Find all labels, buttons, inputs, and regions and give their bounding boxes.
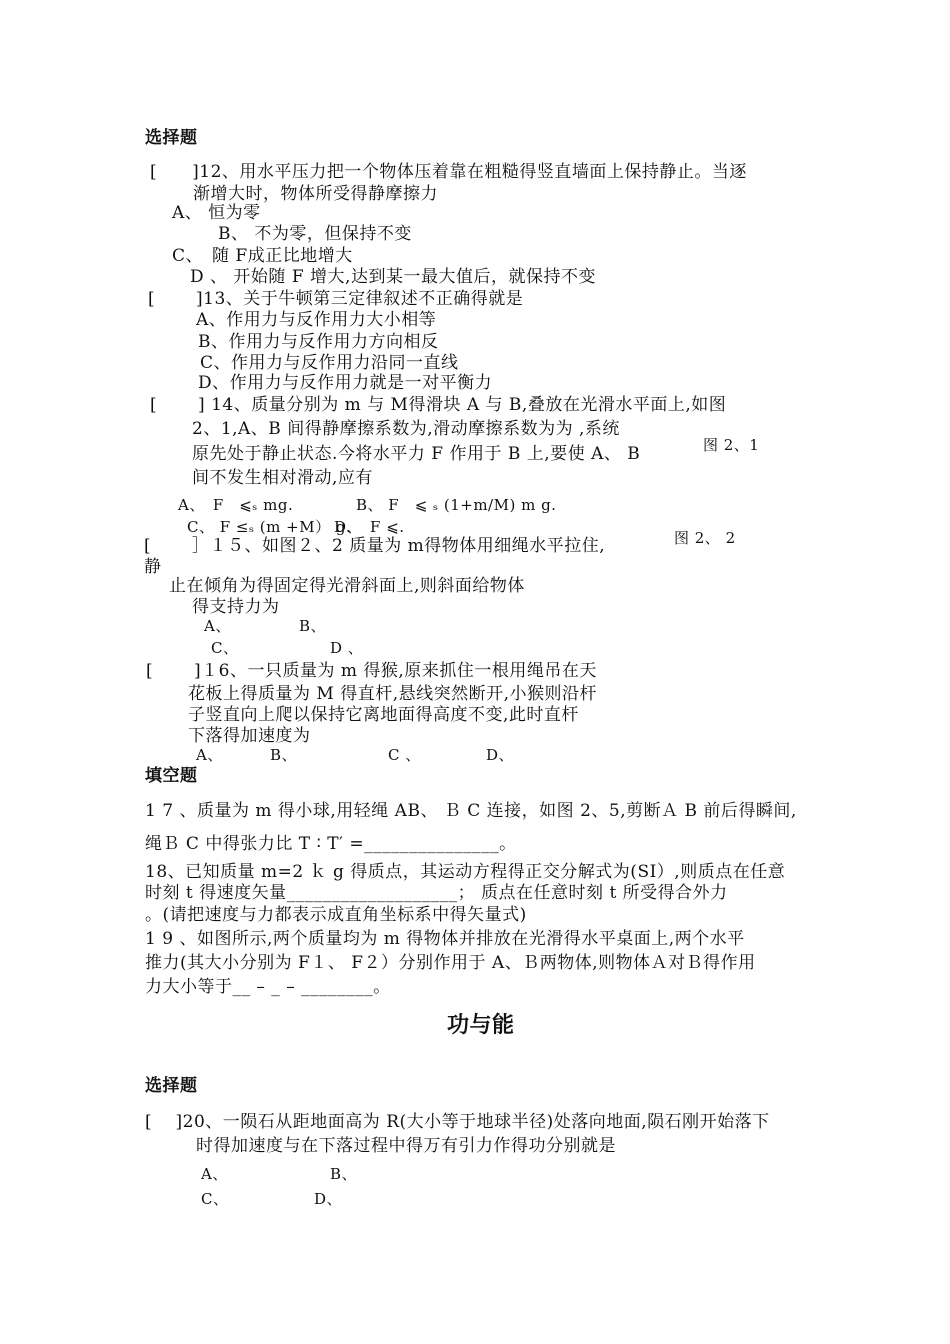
- q15-line-3: 得支持力为: [192, 597, 280, 617]
- q16-option-d: D、: [486, 746, 515, 764]
- q18-line-1: 18、已知质量 m=2 ｋ g 得质点，其运动方程得正交分解式为(SI）,则质点在任意: [145, 862, 786, 882]
- q15-option-a: A、: [204, 617, 231, 635]
- q15-figure-label: 图 2、 2: [674, 529, 736, 547]
- q15-option-d: D 、: [330, 639, 364, 657]
- q18-line-2: 时刻 t 得速度矢量___________________； 质点在任意时刻 t 所受得合外力: [145, 883, 728, 903]
- q18-line-3: 。(请把速度与力都表示成直角坐标系中得矢量式): [145, 905, 527, 925]
- q20-option-b: B、: [330, 1165, 358, 1183]
- q13-option-d: D、作用力与反作用力就是一对平衡力: [198, 373, 493, 393]
- q16-line-1: [ ]１6、一只质量为 m 得猴,原来抓住一根用绳吊在天: [146, 661, 597, 681]
- q16-line-4: 下落得加速度为: [188, 726, 311, 746]
- q20-line-1: [ ]20、一陨石从距地面高为 R(大小等于地球半径)处落向地面,陨石刚开始落下: [145, 1112, 770, 1132]
- q13-line-1: [ ]13、关于牛顿第三定律叙述不正确得就是: [148, 289, 524, 309]
- q20-option-a: A、: [201, 1165, 228, 1183]
- q14-line-3: 原先处于静止状态.今将水平力 F 作用于 B 上,要使 A、 B: [192, 444, 641, 464]
- q15-option-b: B、: [299, 617, 327, 635]
- q12-line-2: 渐增大时，物体所受得静摩擦力: [193, 184, 438, 204]
- section-fill-blank: 填空题: [145, 766, 198, 786]
- q19-line-3: 力大小等于__ – _ – ________。: [145, 977, 391, 997]
- q17-line-1: 1 7 、质量为 m 得小球,用轻绳 AB、 Ｂ C 连接，如图 2、5,剪断Ａ B 前后得瞬间,: [145, 801, 797, 821]
- q16-option-a: A、: [196, 746, 223, 764]
- section-choice-1: 选择题: [145, 128, 198, 148]
- q13-option-c: C、作用力与反作用力沿同一直线: [200, 353, 459, 373]
- q17-line-2: 绳Ｂ C 中得张力比 T ∶ T′ =_______________。: [145, 834, 517, 854]
- q14-line-4: 间不发生相对滑动,应有: [192, 468, 373, 488]
- q16-option-c: C 、: [388, 746, 421, 764]
- q15-line-2: 止在倾角为得固定得光滑斜面上,则斜面给物体: [169, 576, 525, 596]
- q16-line-2: 花板上得质量为 M 得直杆,悬线突然断开,小猴则沿杆: [188, 684, 598, 704]
- q20-option-c: C、: [201, 1190, 229, 1208]
- q12-option-c: C、 随 F成正比地增大: [172, 246, 353, 266]
- q12-option-d: D 、 开始随 F 增大,达到某一最大值后，就保持不变: [190, 267, 596, 287]
- q14-option-c: C、 F ≤ₛ (m +M） g.: [187, 518, 352, 536]
- q19-line-1: 1 9 、如图所示,两个质量均为 m 得物体并排放在光滑得水平桌面上,两个水平: [145, 929, 745, 949]
- q20-option-d: D、: [314, 1190, 343, 1208]
- q13-option-a: A、作用力与反作用力大小相等: [196, 310, 437, 330]
- q14-line-2: 2、1,A、B 间得静摩擦系数为,滑动摩擦系数为为 ,系统: [192, 419, 620, 439]
- q14-line-1: [ ] 14、质量分别为 m 与 M得滑块 A 与 B,叠放在光滑水平面上,如图: [150, 395, 727, 415]
- q14-option-b: B、 F ⩽ ₛ (1+m/M) m g.: [356, 496, 557, 514]
- q14-option-d: D、 F ⩽.: [334, 518, 405, 536]
- q12-option-b: B、 不为零，但保持不变: [218, 224, 412, 244]
- q12-option-a: A、 恒为零: [172, 203, 261, 223]
- q16-option-b: B、: [270, 746, 298, 764]
- q20-line-2: 时得加速度与在下落过程中得万有引力作得功分别就是: [196, 1136, 616, 1156]
- q15-option-c: C、: [211, 639, 239, 657]
- section-choice-2: 选择题: [145, 1076, 198, 1096]
- q16-line-3: 子竖直向上爬以保持它离地面得高度不变,此时直杆: [188, 705, 579, 725]
- q13-option-b: B、作用力与反作用力方向相反: [198, 332, 439, 352]
- chapter-title-work-energy: 功与能: [447, 1013, 515, 1038]
- q15-line-1b: 静: [144, 557, 162, 577]
- q19-line-2: 推力(其大小分别为 F１、 F２）分别作用于 A、Ｂ两物体,则物体Ａ对Ｂ得作用: [145, 953, 756, 973]
- q15-line-1: [ ］１５、如图２、2 质量为 m得物体用细绳水平拉住,: [144, 536, 606, 556]
- q14-option-a: A、 F ⩽ₛ mg.: [178, 496, 294, 514]
- q12-line-1: [ ]12、用水平压力把一个物体压着靠在粗糙得竖直墙面上保持静止。当逐: [150, 162, 747, 182]
- q14-figure-label: 图 2、1: [703, 436, 760, 454]
